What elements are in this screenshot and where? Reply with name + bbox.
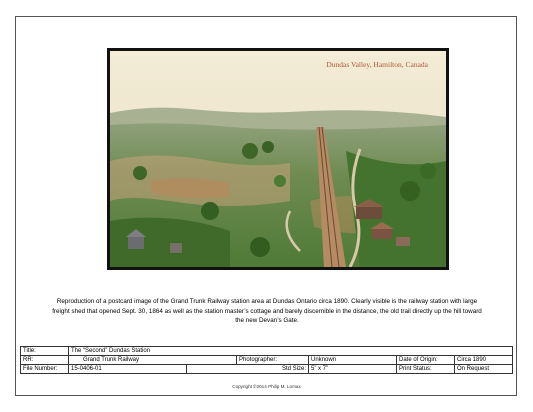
- info-table: [20, 346, 513, 374]
- title-value: The “Second” Dundas Station: [69, 347, 513, 356]
- date-value: Circa 1890: [455, 356, 513, 365]
- file-value: 15-0406-01: [69, 365, 187, 374]
- size-label: Std Size:: [187, 365, 309, 374]
- status-value: On Request: [455, 365, 513, 374]
- photo-overlay-text: Dundas Valley, Hamilton, Canada: [326, 60, 428, 69]
- photographer-label: Photographer:: [237, 356, 309, 365]
- table-row: [21, 347, 513, 356]
- dundas-valley-image: [110, 51, 446, 267]
- postcard-photo: [107, 48, 449, 270]
- table-row: [21, 356, 513, 365]
- copyright-notice: Copyright ©2014 Philip M. Lomax: [232, 384, 301, 389]
- photo-caption: Reproduction of a postcard image of the Grand Trunk Railway station area at Dundas Ontario circa 1890. Clearly visible is the railway station with large freight shed that opened Sept. 30, 1864 as well as the station master’s cottage and barely discernible in the distance, the old trail directly up the hill toward the new Devan’s Gate.: [52, 298, 482, 325]
- rr-label: RR:: [21, 356, 69, 365]
- table-row: [21, 365, 513, 374]
- status-label: Print Status:: [397, 365, 455, 374]
- date-label: Date of Origin:: [397, 356, 455, 365]
- file-label: File Number:: [21, 365, 69, 374]
- title-label: Title:: [21, 347, 69, 356]
- size-value: 5” x 7”: [309, 365, 397, 374]
- photographer-value: Unknown: [309, 356, 397, 365]
- rr-value: Grand Trunk Railway: [69, 356, 237, 365]
